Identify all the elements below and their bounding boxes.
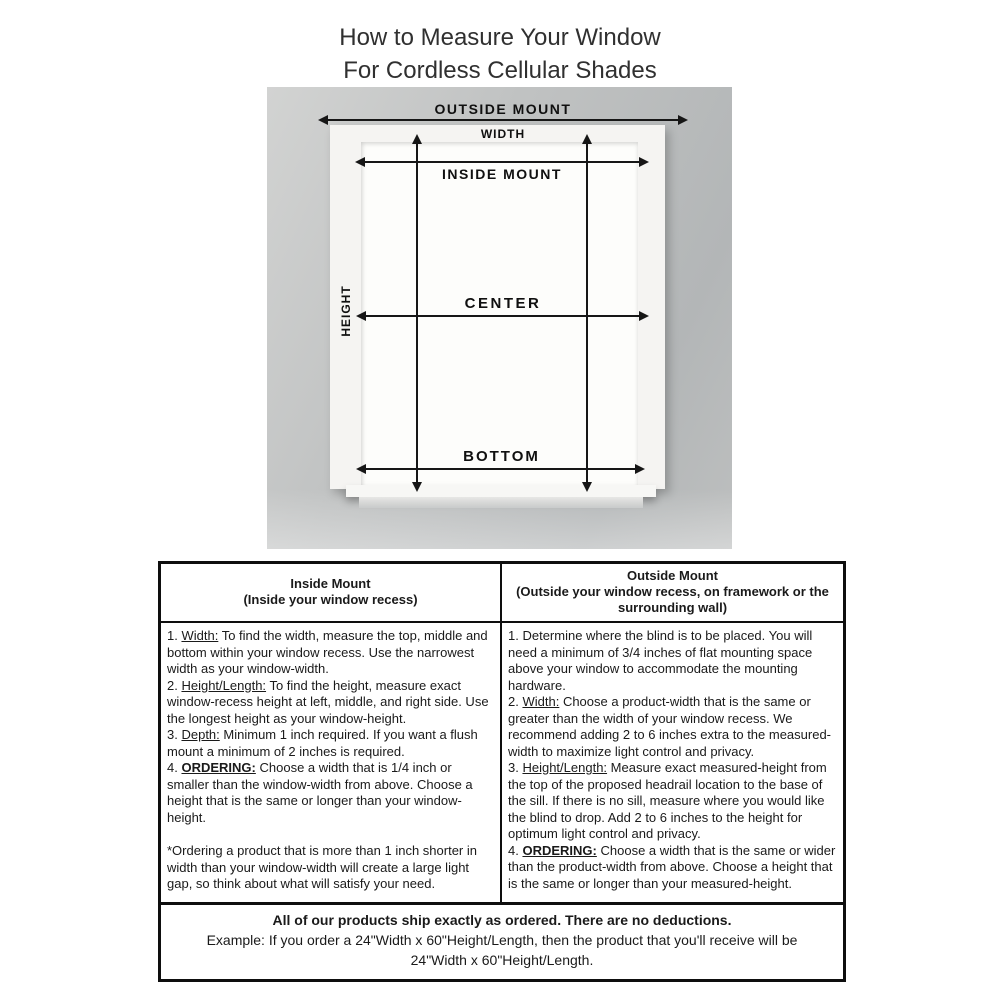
inside-mount-header — [161, 564, 502, 621]
outside-mount-arrow-icon — [327, 119, 679, 121]
width-label: WIDTH — [480, 127, 526, 141]
height-arrow-right-icon — [586, 143, 588, 483]
outside-mount-label: OUTSIDE MOUNT — [434, 101, 572, 117]
inside-item-2: 2. Height/Length: To find the height, measure exact window-recess height at left, middle, and right side. Use the longest height as your window-height. — [167, 677, 489, 726]
table-body-row — [161, 623, 843, 902]
outside-mount-instructions — [502, 623, 843, 902]
bottom-arrow-icon — [365, 468, 636, 470]
outside-mount-header — [502, 564, 843, 621]
window-sill-fascia — [359, 497, 643, 508]
inside-mount-note: *Ordering a product that is more than 1 inch shorter in width than your window-width will create a large light gap, so think about what will satisfy your need. — [167, 843, 477, 891]
footer-line-2: Example: If you order a 24"Width x 60"Height/Length, then the product that you'll receive will be — [206, 931, 798, 948]
page-title — [0, 21, 1000, 87]
inside-mount-label: INSIDE MOUNT — [442, 166, 562, 182]
inside-mount-instructions — [161, 623, 502, 902]
outside-item-3: 3. Height/Length: Measure exact measured-height from the top of the proposed headrail location to the base of the sill. If there is no sill, measure where you would like the blind to drop. Add 2 to 6 inches to the height for optimum light control and privacy. — [508, 760, 827, 841]
outside-mount-header-title: Outside Mount — [627, 568, 718, 583]
title-line-2: For Cordless Cellular Shades — [343, 57, 657, 84]
inside-item-3: 3. Depth: Minimum 1 inch required. If you want a flush mount a minimum of 2 inches is required. — [167, 727, 478, 759]
footer-line-3: 24"Width x 60"Height/Length. — [410, 951, 594, 968]
window-sill — [346, 485, 656, 497]
inside-mount-header-title: Inside Mount — [290, 576, 371, 591]
outside-item-1: 1. Determine where the blind is to be placed. You will need a minimum of 3/4 inches of flat mounting space above your window to accommodate the mounting hardware. — [508, 628, 813, 693]
bottom-label: BOTTOM — [463, 448, 540, 465]
outside-mount-header-subtitle: (Outside your window recess, on framework or the surrounding wall) — [516, 584, 829, 615]
title-line-1: How to Measure Your Window — [339, 24, 661, 51]
table-footer-row — [161, 902, 843, 979]
center-label: CENTER — [464, 295, 542, 312]
footer-line-1: All of our products ship exactly as ordered. There are no deductions. — [272, 911, 732, 928]
center-arrow-icon — [365, 315, 640, 317]
outside-item-2: 2. Width: Choose a product-width that is the same or greater than the width of your window recess. We recommend adding 2 to 6 inches extra to the measured-width to maximize light control and privacy. — [508, 694, 832, 759]
inside-mount-arrow-icon — [364, 161, 640, 163]
instructions-table — [158, 561, 846, 982]
outside-item-4: 4. ORDERING: Choose a width that is the same or wider than the product-width from above. Choose a height that is the same or longer than your measured-height. — [508, 842, 836, 891]
height-label: HEIGHT — [339, 285, 353, 337]
inside-item-1: 1. Width: To find the width, measure the top, middle and bottom within your window recess. Use the narrowest width as your window-width. — [167, 628, 488, 676]
inside-item-4: 4. ORDERING: Choose a width that is 1/4 inch or smaller than the window-width from above. Choose a height that is the same or longer than your window-height. — [167, 760, 473, 825]
table-header-row — [161, 564, 843, 623]
inside-mount-header-subtitle: (Inside your window recess) — [243, 592, 418, 607]
window-diagram — [267, 87, 732, 549]
height-arrow-left-icon — [416, 143, 418, 483]
